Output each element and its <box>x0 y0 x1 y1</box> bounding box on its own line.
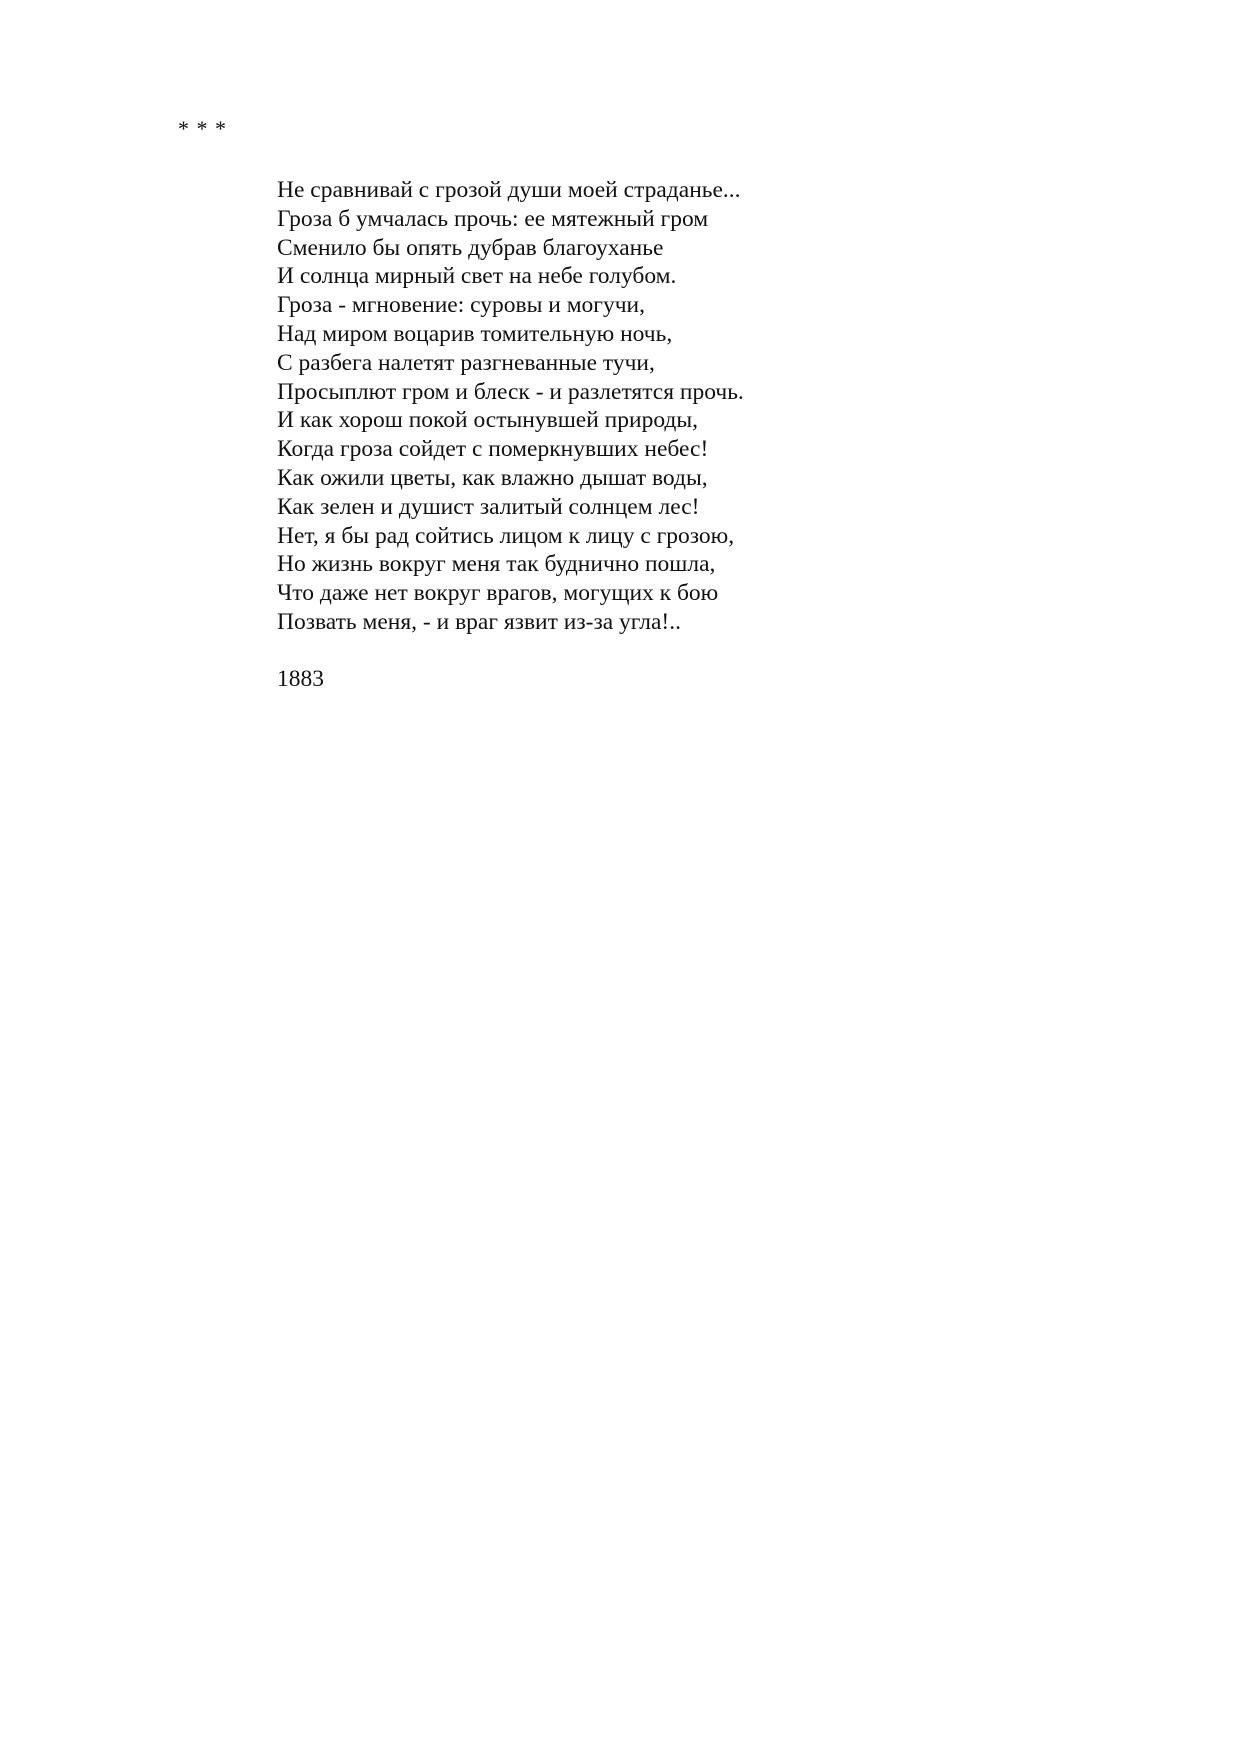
poem-line: Сменило бы опять дубрав благоуханье <box>277 234 664 261</box>
poem-line: Не сравнивай с грозой души моей страданье... <box>277 177 741 203</box>
poem-line: Просыплют гром и блеск - и разлетятся прочь. <box>277 378 744 405</box>
poem-line: Над миром воцарив томительную ночь, <box>277 320 673 347</box>
section-separator: * * * <box>178 116 227 141</box>
poem-line: Как зелен и душист залитый солнцем лес! <box>277 493 700 520</box>
poem-line: С разбега налетят разгневанные тучи, <box>277 349 655 376</box>
poem-line: Нет, я бы рад сойтись лицом к лицу с грозою, <box>277 522 735 549</box>
poem-line: Гроза б умчалась прочь: ее мятежный гром <box>277 205 709 232</box>
poem-line: Гроза - мгновение: суровы и могучи, <box>277 292 645 319</box>
poem-line: Что даже нет вокруг врагов, могущих к бою <box>277 580 719 607</box>
poem-body <box>277 176 744 637</box>
poem-line: Когда гроза сойдет с померкнувших небес! <box>277 436 709 463</box>
poem-year: 1883 <box>277 666 324 692</box>
poem-line: Как ожили цветы, как влажно дышат воды, <box>277 464 708 491</box>
poem-line: Но жизнь вокруг меня так буднично пошла, <box>277 551 716 578</box>
poem-line: И как хорош покой остынувшей природы, <box>277 407 699 434</box>
poem-line: И солнца мирный свет на небе голубом. <box>277 263 677 290</box>
poem-line: Позвать меня, - и враг язвит из-за угла!.. <box>277 608 681 635</box>
